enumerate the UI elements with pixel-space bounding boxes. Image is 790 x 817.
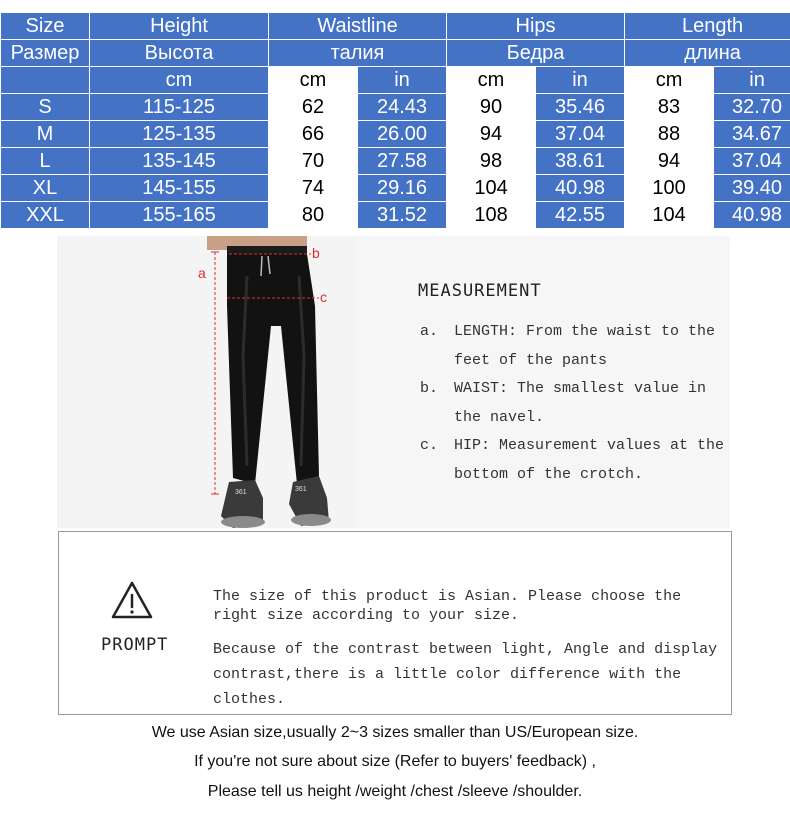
table-cell: 66 [269, 121, 358, 148]
marker-a-label: a [198, 265, 206, 281]
units-row [1, 67, 790, 94]
prompt-line: The size of this product is Asian. Please choose the [213, 588, 682, 605]
measurement-title: MEASUREMENT [418, 281, 542, 301]
item-line: HIP: Measurement values at the [454, 437, 725, 454]
item-line: bottom of the crotch. [454, 465, 644, 483]
item-label: a. [420, 323, 439, 340]
table-cell: 35.46 [536, 94, 625, 121]
table-cell: 94 [625, 148, 714, 175]
prompt-text-size [213, 587, 723, 625]
table-cell: 24.43 [358, 94, 447, 121]
header-row-en [1, 13, 790, 40]
header-waistline: Waistline [269, 13, 447, 40]
size-chart-table [0, 12, 790, 229]
unit-cell: cm [447, 67, 536, 94]
table-cell: 70 [269, 148, 358, 175]
table-cell: 125-135 [90, 121, 269, 148]
table-cell: 40.98 [536, 175, 625, 202]
table-cell: 62 [269, 94, 358, 121]
table-cell: 104 [625, 202, 714, 229]
table-cell: 135-145 [90, 148, 269, 175]
header-height-ru: Высота [90, 40, 269, 67]
table-cell: S [1, 94, 90, 121]
table-row [1, 148, 790, 175]
unit-cell: cm [90, 67, 269, 94]
item-text [454, 432, 754, 489]
table-cell: 80 [269, 202, 358, 229]
header-height: Height [90, 13, 269, 40]
table-cell: XXL [1, 202, 90, 229]
size-note-line: We use Asian size,usually 2~3 sizes smaller than US/European size. [151, 724, 639, 741]
table-row [1, 94, 790, 121]
shoe-logo-text: 361 [295, 486, 307, 493]
item-label: b. [420, 380, 439, 397]
table-cell: 155-165 [90, 202, 269, 229]
table-cell: 88 [625, 121, 714, 148]
header-size-ru: Размер [1, 40, 90, 67]
table-cell: 74 [269, 175, 358, 202]
size-note-line: If you're not sure about size (Refer to buyers' feedback) , [194, 753, 596, 770]
item-line: LENGTH: From the waist to the [454, 323, 716, 340]
table-cell: 26.00 [358, 121, 447, 148]
prompt-line: Because of the contrast between light, Angle and display [213, 641, 718, 658]
table-cell: 42.55 [536, 202, 625, 229]
table-cell: 145-155 [90, 175, 269, 202]
prompt-text-color [213, 637, 723, 712]
shoe-logo-text: 361 [235, 489, 247, 496]
marker-c-label: c [320, 289, 327, 305]
header-length-ru: длина [625, 40, 790, 67]
table-cell: 94 [447, 121, 536, 148]
unit-cell [1, 67, 90, 94]
table-cell: 29.16 [358, 175, 447, 202]
size-note-line: Please tell us height /weight /chest /sleeve /shoulder. [207, 783, 583, 800]
header-hips-ru: Бедра [447, 40, 625, 67]
item-line: feet of the pants [454, 351, 608, 369]
unit-cell: in [536, 67, 625, 94]
warning-triangle-icon [110, 580, 154, 620]
table-cell: 90 [447, 94, 536, 121]
item-label: c. [420, 437, 439, 454]
header-length: Length [625, 13, 790, 40]
unit-cell: cm [625, 67, 714, 94]
table-cell: 83 [625, 94, 714, 121]
table-cell: L [1, 148, 90, 175]
table-cell: XL [1, 175, 90, 202]
table-cell: 34.67 [714, 121, 790, 148]
table-cell: 104 [447, 175, 536, 202]
table-cell: M [1, 121, 90, 148]
item-line: the navel. [454, 408, 545, 426]
item-text [454, 318, 754, 375]
table-row [1, 121, 790, 148]
header-hips: Hips [447, 13, 625, 40]
header-size: Size [1, 13, 90, 40]
table-row [1, 202, 790, 229]
unit-cell: in [714, 67, 790, 94]
item-text [454, 375, 754, 432]
prompt-line: right size according to your size. [213, 607, 520, 624]
marker-b-label: b [312, 245, 320, 261]
table-cell: 100 [625, 175, 714, 202]
unit-cell: cm [269, 67, 358, 94]
table-cell: 108 [447, 202, 536, 229]
header-row-ru [1, 40, 790, 67]
header-waistline-ru: талия [269, 40, 447, 67]
prompt-label: PROMPT [101, 635, 169, 655]
table-cell: 27.58 [358, 148, 447, 175]
model-wearing-pants-photo [57, 236, 357, 528]
table-cell: 37.04 [536, 121, 625, 148]
table-cell: 98 [447, 148, 536, 175]
table-cell: 32.70 [714, 94, 790, 121]
table-row [1, 175, 790, 202]
table-cell: 37.04 [714, 148, 790, 175]
table-cell: 39.40 [714, 175, 790, 202]
table-cell: 31.52 [358, 202, 447, 229]
table-cell: 40.98 [714, 202, 790, 229]
table-cell: 115-125 [90, 94, 269, 121]
unit-cell: in [358, 67, 447, 94]
table-cell: 38.61 [536, 148, 625, 175]
prompt-line: contrast,there is a little color difference with the clothes. [213, 666, 682, 708]
item-line: WAIST: The smallest value in [454, 380, 707, 397]
